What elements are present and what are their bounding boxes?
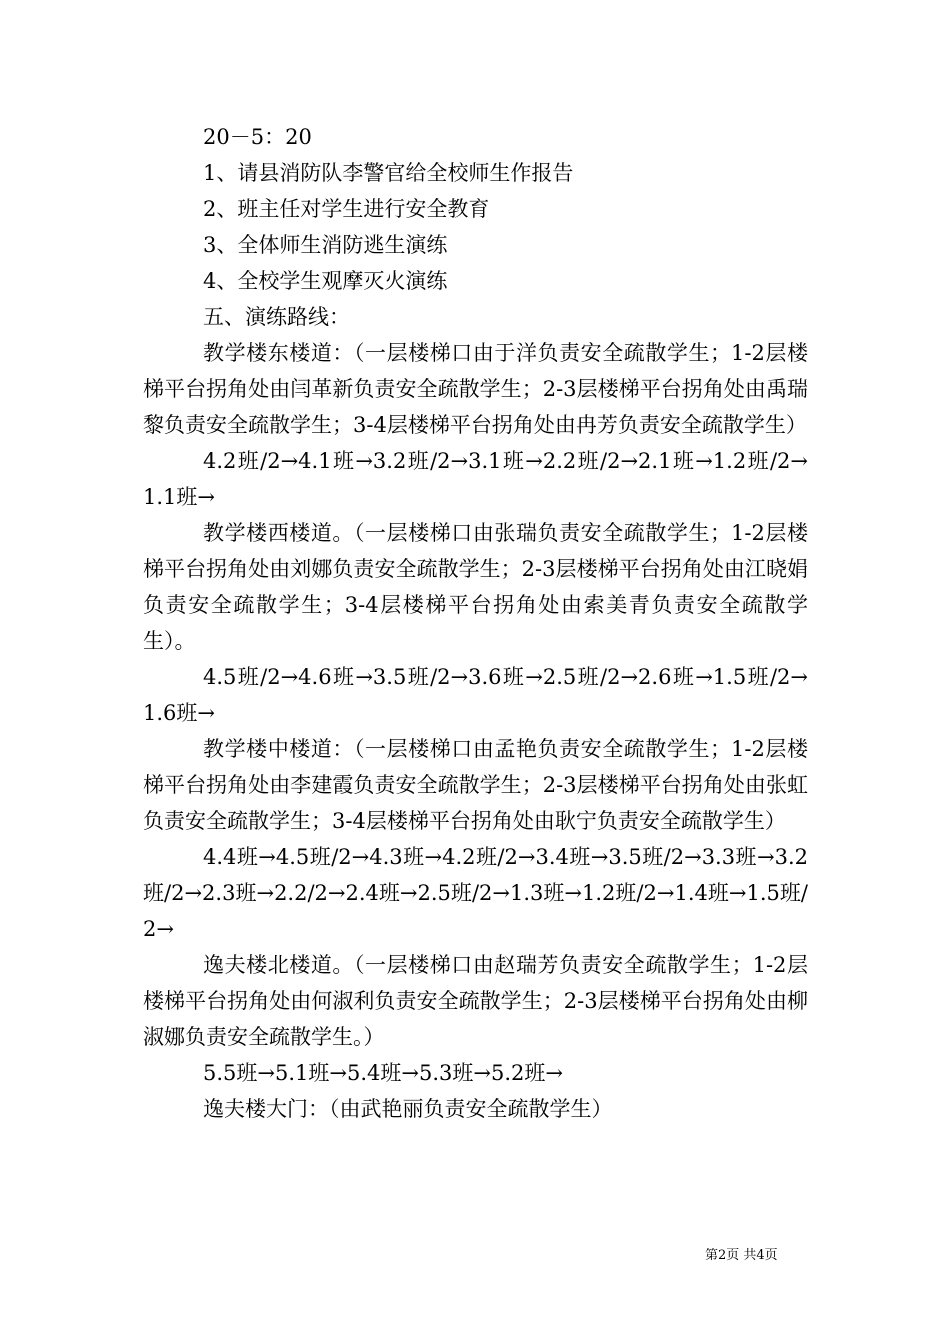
section-heading-routes: 五、演练路线： xyxy=(203,305,350,329)
route-west-description: 教学楼西楼道。（一层楼梯口由张瑞负责安全疏散学生；1-2层楼梯平台拐角处由刘娜负责安全疏散学生；2-3层楼梯平台拐角处由江晓娟负责安全疏散学生；3-4层楼梯平台拐角处由索美青负责安全疏散学生）。 xyxy=(143,521,808,653)
agenda-item-1: 1、请县消防队李警官给全校师生作报告 xyxy=(203,161,574,185)
page-number-footer: 第2页 共4页 xyxy=(705,1248,778,1263)
agenda-item-2: 2、班主任对学生进行安全教育 xyxy=(203,197,490,221)
route-east-description: 教学楼东楼道：（一层楼梯口由于洋负责安全疏散学生；1-2层楼梯平台拐角处由闫革新负责安全疏散学生；2-3层楼梯平台拐角处由禹瑞黎负责安全疏散学生；3-4层楼梯平台拐角处由冉芳负责安全疏散学生） xyxy=(143,341,808,437)
route-middle-path: 4.4班→4.5班/2→4.3班→4.2班/2→3.4班→3.5班/2→3.3班→3.2班/2→2.3班→2.2/2→2.4班→2.5班/2→1.3班→1.2班/2→1.4班→1.5班/2→ xyxy=(143,845,808,941)
agenda-item-4: 4、全校学生观摩灭火演练 xyxy=(203,269,448,293)
route-yifu-gate-description: 逸夫楼大门：（由武艳丽负责安全疏散学生） xyxy=(203,1097,613,1121)
route-east-path: 4.2班/2→4.1班→3.2班/2→3.1班→2.2班/2→2.1班→1.2班/2→1.1班→ xyxy=(143,449,808,509)
route-west-path: 4.5班/2→4.6班→3.5班/2→3.6班→2.5班/2→2.6班→1.5班/2→1.6班→ xyxy=(143,665,808,725)
route-middle-description: 教学楼中楼道：（一层楼梯口由孟艳负责安全疏散学生；1-2层楼梯平台拐角处由李建霞负责安全疏散学生；2-3层楼梯平台拐角处由张虹负责安全疏散学生；3-4层楼梯平台拐角处由耿宁负责安全疏散学生） xyxy=(143,737,808,833)
schedule-time: 20－5：20 xyxy=(203,125,312,149)
document-body xyxy=(143,119,808,1127)
agenda-item-3: 3、全体师生消防逃生演练 xyxy=(203,233,448,257)
route-yifu-north-path: 5.5班→5.1班→5.4班→5.3班→5.2班→ xyxy=(203,1061,563,1085)
route-yifu-north-description: 逸夫楼北楼道。（一层楼梯口由赵瑞芳负责安全疏散学生；1-2层楼梯平台拐角处由何淑利负责安全疏散学生；2-3层楼梯平台拐角处由柳淑娜负责安全疏散学生。） xyxy=(143,953,808,1049)
